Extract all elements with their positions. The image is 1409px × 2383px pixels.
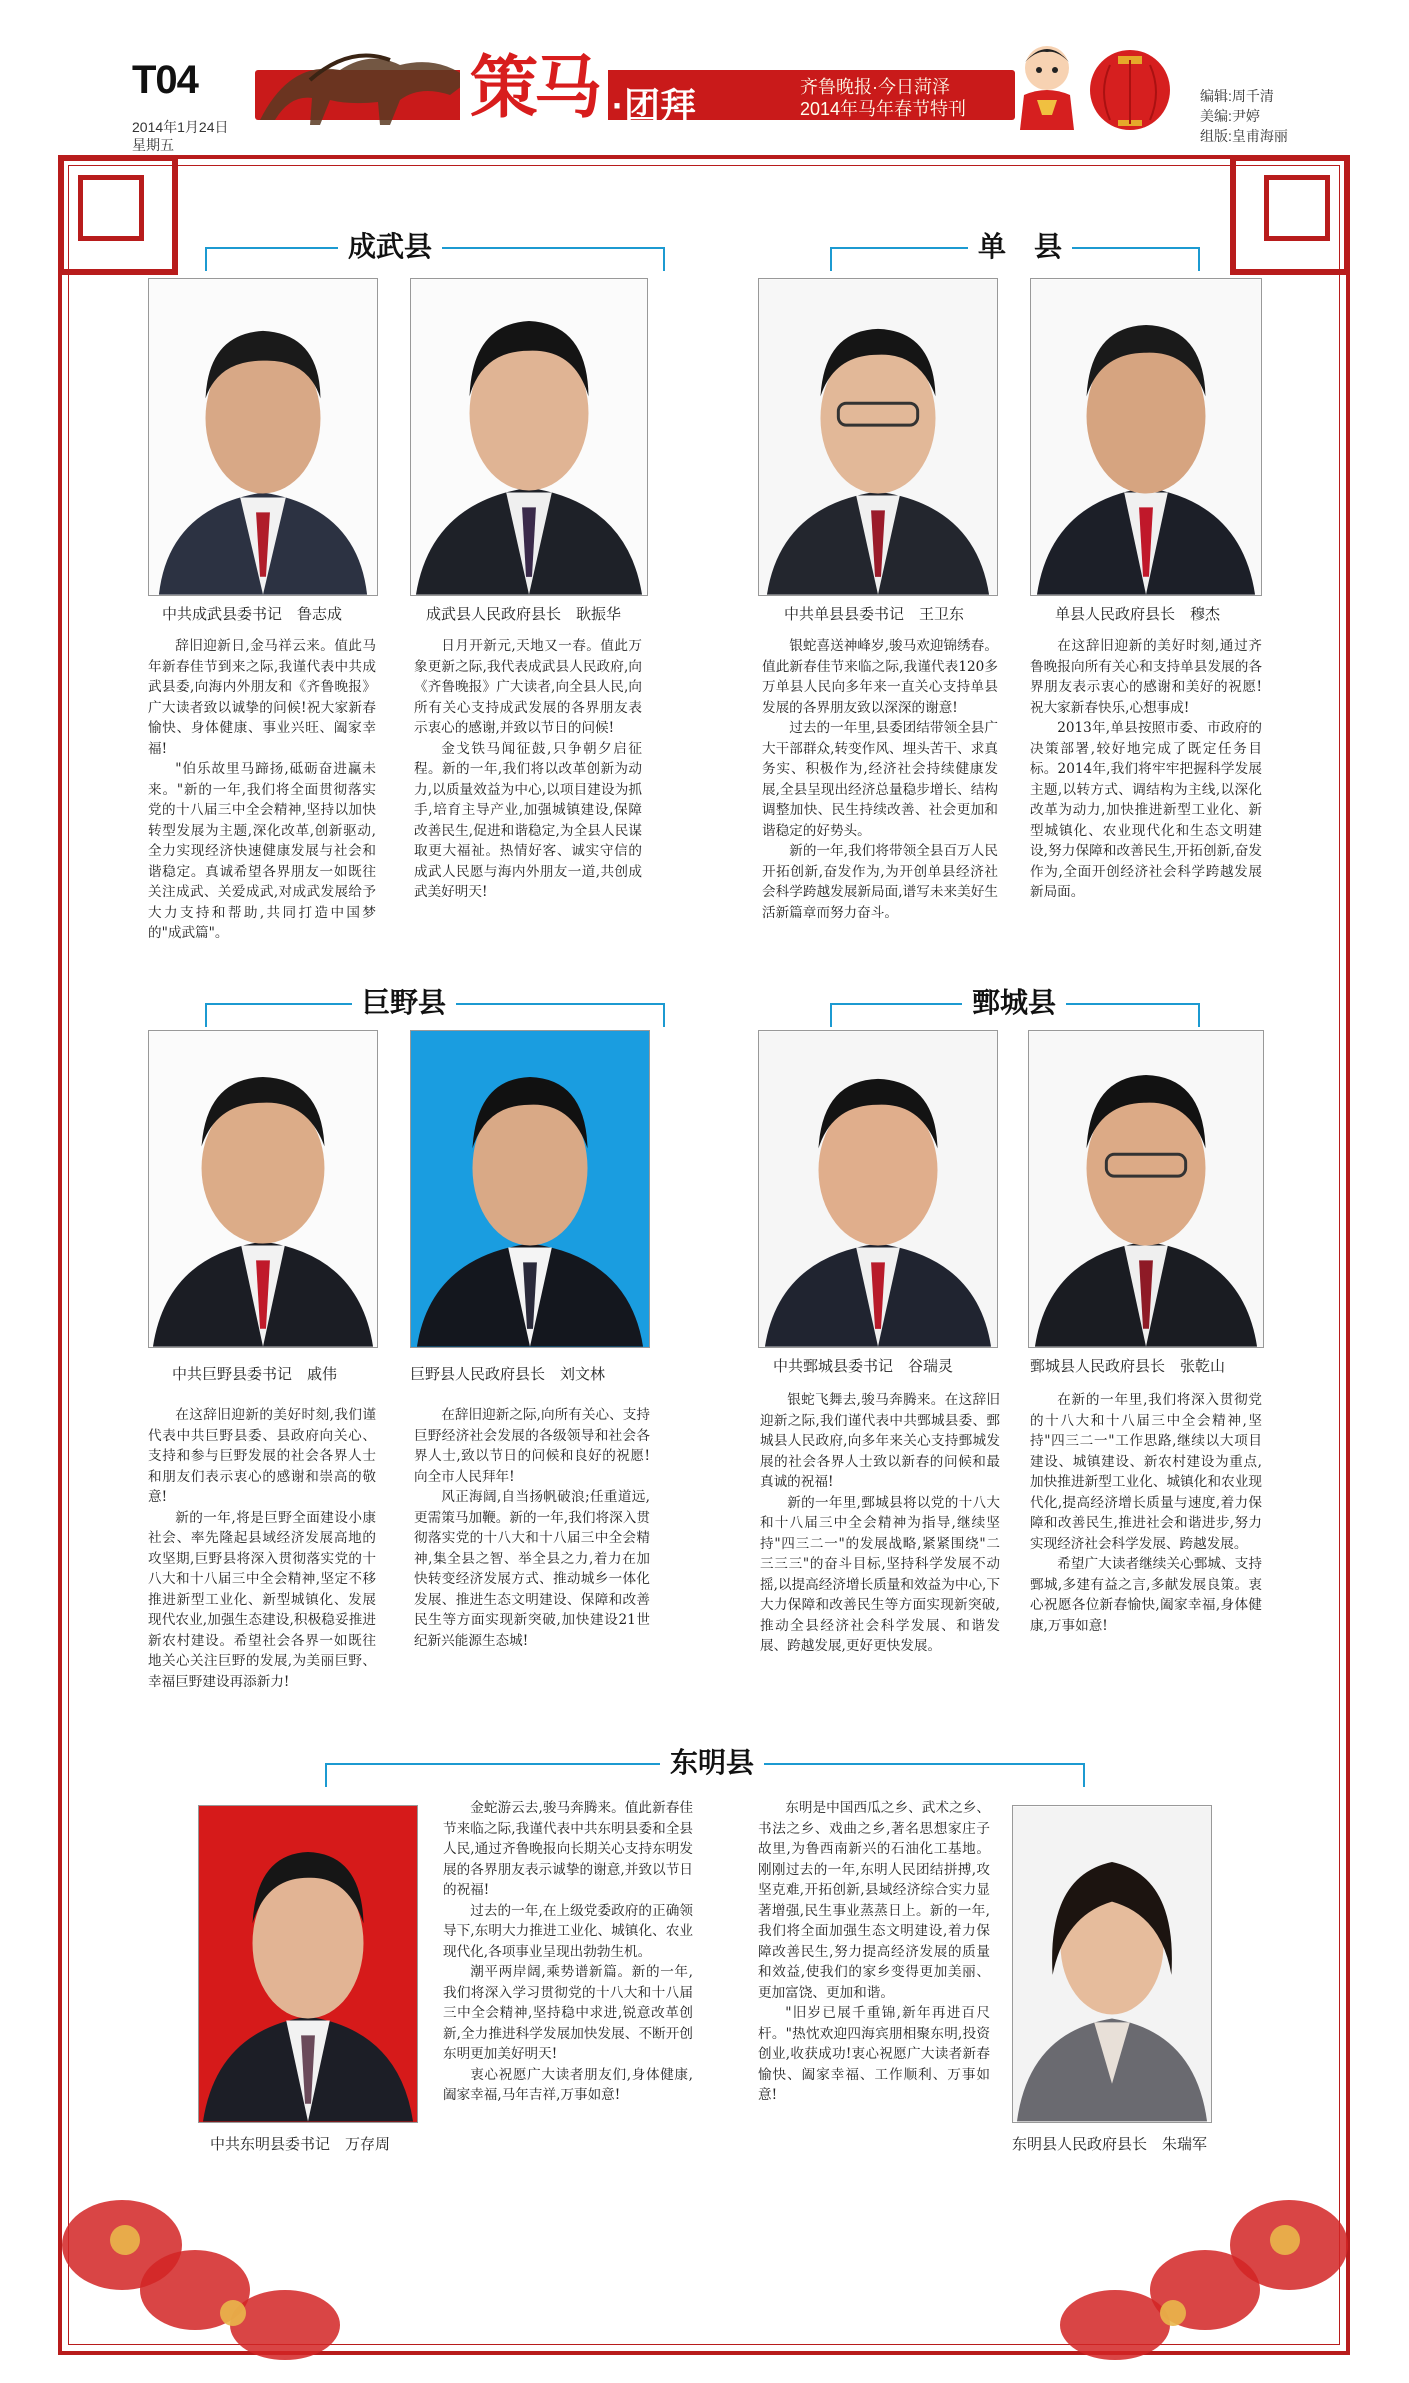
paragraph: "伯乐故里马蹄扬,砥砺奋进赢未来。"新的一年,我们将全面贯彻落实党的十八届三中全会精神,坚持以加快转型发展为主题,深化改革,创新驱动,全力实现经济快速健康发展与社会和谐稳定。真诚希望各界朋友一如既往关注成武、关爱成武,对成武发展给予大力支持和帮助,共同打造中国梦的"成武篇"。 [148,761,376,941]
section-title-dongming: 东明县 [660,1746,764,1780]
paragraph: 辞旧迎新日,金马祥云来。值此马年新春佳节到来之际,我谨代表中共成武县委,向海内外朋友和《齐鲁晚报》广大读者致以诚挚的问候!祝大家新春愉快、身体健康、事业兴旺、阖家幸福! [148,638,376,757]
caption-juancheng-secretary: 中共鄄城县委书记 谷瑞灵 [773,1357,954,1375]
caption-chengwu-secretary: 中共成武县委书记 鲁志成 [162,605,343,623]
caption-juye-magistrate: 巨野县人民政府县长 刘文林 [410,1365,606,1383]
section-title-juancheng: 鄄城县 [962,986,1066,1020]
paper-name [800,76,966,120]
greeting-shanxian-secretary [762,636,998,966]
caption-dongming-magistrate: 东明县人民政府县长 朱瑞军 [1012,2135,1208,2153]
editor-line: 编辑:周千清 [1200,88,1274,104]
greeting-chengwu-secretary [148,636,376,966]
section-title-shanxian: 单 县 [968,230,1072,264]
paragraph: "旧岁已展千重锦,新年再进百尺杆。"热忱欢迎四海宾朋相聚东明,投资创业,收获成功!衷心祝愿广大读者新春愉快、阖家幸福、工作顺利、万事如意! [758,2005,990,2103]
paragraph: 银蛇喜送神峰岁,骏马欢迎锦绣春。值此新春佳节来临之际,我谨代表120多万单县人民向多年来一直关心支持单县发展的各界朋友致以深深的谢意! [762,638,998,716]
issue-date [132,118,229,154]
paragraph: 新的一年里,鄄城县将以党的十八大和十八届三中全会精神为指导,继续坚持"四三二一"的发展战略,紧紧围绕"二三三三"的奋斗目标,坚持科学发展不动摇,以提高经济增长质量和效益为中心,下大力保障和改善民生等方面实现新突破,推动全县经济社会科学发展、和谐发展、跨越发展,更好更快发展。 [760,1494,1000,1654]
lucky-doll-icon [1012,40,1082,135]
paragraph: 风正海阔,自当扬帆破浪;任重道远,更需策马加鞭。新的一年,我们将深入贯彻落实党的十八大和十八届三中全会精神,集全县之智、举全县之力,着力在加快转变经济发展方式、推动城乡一体化发展、推进生态文明建设、保障和改善民生等方面实现新突破,加快建设21世纪新兴能源生态城! [414,1489,650,1649]
editor-credits [1200,86,1288,146]
paragraph: 东明是中国西瓜之乡、武术之乡、书法之乡、戏曲之乡,著名思想家庄子故里,为鲁西南新兴的石油化工基地。刚刚过去的一年,东明人民团结拼搏,攻坚克难,开拓创新,县域经济综合实力显著增强,民生事业蒸蒸日上。新的一年,我们将全面加强生态文明建设,着力保障改善民生,努力提高经济发展的质量和效益,使我们的家乡变得更加美丽、更加富饶、更加和谐。 [758,1800,990,2001]
portrait-photo-dongming-secretary [198,1805,418,2123]
paragraph: 过去的一年里,县委团结带领全县广大干部群众,转变作风、埋头苦干、求真务实、积极作为,经济社会持续健康发展,全县呈现出经济总量稳步增长、结构调整加快、民生持续改善、社会更加和谐稳定的好势头。 [762,720,998,839]
paragraph: 金蛇游云去,骏马奔腾来。值此新春佳节来临之际,我谨代表中共东明县委和全县人民,通过齐鲁晚报向长期关心支持东明发展的各界朋友表示诚挚的谢意,并致以节日的祝福! [443,1800,693,1898]
portrait-photo-chengwu-secretary [148,278,378,596]
caption-dongming-secretary: 中共东明县委书记 万存周 [210,2135,391,2153]
portrait-photo-juancheng-secretary [758,1030,998,1348]
greeting-shanxian-magistrate [1030,636,1262,966]
greeting-juye-secretary [148,1405,376,1715]
portrait-photo-juye-secretary [148,1030,378,1348]
paragraph: 潮平两岸阔,乘势谱新篇。新的一年,我们将深入学习贯彻党的十八大和十八届三中全会精神,坚持稳中求进,锐意改革创新,全力推进科学发展加快发展、不断开创东明更加美好明天! [443,1964,693,2062]
page-number: T04 [132,58,198,102]
caption-juancheng-magistrate: 鄄城县人民政府县长 张乾山 [1030,1357,1226,1375]
date-text: 2014年1月24日 [132,119,229,135]
corner-fret-top-right [1230,155,1350,275]
banner-title: ·团拜 [612,85,696,126]
greeting-juye-magistrate [414,1405,650,1715]
greeting-juancheng-magistrate [1030,1390,1262,1710]
paper-name-line2: 2014年马年春节特刊 [800,99,967,119]
paragraph: 在辞旧迎新之际,向所有关心、支持巨野经济社会发展的各级领导和社会各界人士,致以节日的问候和良好的祝愿!向全市人民拜年! [414,1407,650,1485]
section-title-juye: 巨野县 [352,986,456,1020]
paragraph: 在这辞旧迎新的美好时刻,通过齐鲁晚报向所有关心和支持单县发展的各界朋友表示衷心的感谢和美好的祝愿!祝大家新春快乐,心想事成! [1030,638,1262,716]
portrait-photo-dongming-magistrate [1012,1805,1212,2123]
paragraph: 银蛇飞舞去,骏马奔腾来。在这辞旧迎新之际,我们谨代表中共鄄城县委、鄄城县人民政府,向多年来关心支持鄄城发展的社会各界人士致以新春的问候和最真诚的祝福! [760,1392,1000,1490]
caption-juye-secretary: 中共巨野县委书记 戚伟 [172,1365,338,1383]
greeting-dongming-magistrate [758,1798,990,2188]
caption-chengwu-magistrate: 成武县人民政府县长 耿振华 [426,605,622,623]
paragraph: 2013年,单县按照市委、市政府的决策部署,较好地完成了既定任务目标。2014年,我们将牢牢把握科学发展主题,以转方式、调结构为主线,以深化改革为动力,加快推进新型工业化、新型城镇化、农业现代化和生态文明建设,努力保障和改善民生,开拓创新,奋发作为,全面开创经济社会科学跨越发展新局面。 [1030,720,1262,900]
layout-line: 组版:皇甫海丽 [1200,128,1288,144]
paragraph: 日月开新元,天地又一春。值此万象更新之际,我代表成武县人民政府,向《齐鲁晚报》广大读者,向全县人民,向所有关心支持成武发展的各界朋友表示衷心的感谢,并致以节日的问候! [414,638,642,736]
section-title-chengwu: 成武县 [338,230,442,264]
paragraph: 过去的一年,在上级党委政府的正确领导下,东明大力推进工业化、城镇化、农业现代化,各项事业呈现出勃勃生机。 [443,1902,693,1960]
weekday-text: 星期五 [132,137,174,153]
paragraph: 在这辞旧迎新的美好时刻,我们谨代表中共巨野县委、县政府向关心、支持和参与巨野发展的社会各界人士和朋友们表示衷心的感谢和崇高的敬意! [148,1407,376,1505]
portrait-photo-juancheng-magistrate [1028,1030,1264,1348]
greeting-chengwu-magistrate [414,636,642,966]
caption-shanxian-magistrate: 单县人民政府县长 穆杰 [1055,605,1221,623]
paragraph: 新的一年,将是巨野全面建设小康社会、率先隆起县域经济发展高地的攻坚期,巨野县将深入贯彻落实党的十八大和十八届三中全会精神,坚定不移推进新型工业化、新型城镇化、发展现代农业,加强生态建设,积极稳妥推进新农村建设。希望社会各界一如既往地关心关注巨野的发展,为美丽巨野、幸福巨野建设再添新力! [148,1509,376,1690]
paragraph: 希望广大读者继续关心鄄城、支持鄄城,多建有益之言,多献发展良策。衷心祝愿各位新春愉快,阖家幸福,身体健康,万事如意! [1030,1556,1262,1634]
paragraph: 金戈铁马闻征鼓,只争朝夕启征程。新的一年,我们将以改革创新为动力,以质量效益为中心,以项目建设为抓手,培育主导产业,加强城镇建设,保障改善民生,促进和谐稳定,为全县人民谋取更大福祉。热情好客、诚实守信的成武人民愿与海内外朋友一道,共创成武美好明天! [414,740,642,900]
art-editor-line: 美编:尹婷 [1200,108,1260,124]
portrait-photo-shanxian-secretary [758,278,998,596]
corner-fret-top-left [58,155,178,275]
greeting-dongming-secretary [443,1798,693,2158]
portrait-photo-juye-magistrate [410,1030,650,1348]
portrait-photo-chengwu-magistrate [410,278,648,596]
paragraph: 衷心祝愿广大读者朋友们,身体健康,阖家幸福,马年吉祥,万事如意! [443,2066,693,2103]
portrait-photo-shanxian-magistrate [1030,278,1262,596]
greeting-juancheng-secretary [760,1390,1000,1710]
paper-name-line1: 齐鲁晚报·今日菏泽 [800,77,950,97]
paragraph: 在新的一年里,我们将深入贯彻党的十八大和十八届三中全会精神,坚持"四三二一"工作思路,继续以大项目建设、城镇建设、新农村建设为重点,加快推进新型工业化、城镇化和农业现代化,提高经济增长质量与速度,着力保障和改善民生,推进社会和谐进步,努力实现经济社会科学发展、跨越发展。 [1030,1392,1262,1552]
red-lantern-icon [1090,50,1170,130]
horse-illustration-icon [250,40,480,130]
caption-shanxian-secretary: 中共单县县委书记 王卫东 [784,605,965,623]
paragraph: 新的一年,我们将带领全县百万人民开拓创新,奋发作为,为开创单县经济社会科学跨越发展新局面,谱写未来美好生活新篇章而努力奋斗。 [762,843,998,921]
banner-big-title: 策马 [460,46,608,130]
